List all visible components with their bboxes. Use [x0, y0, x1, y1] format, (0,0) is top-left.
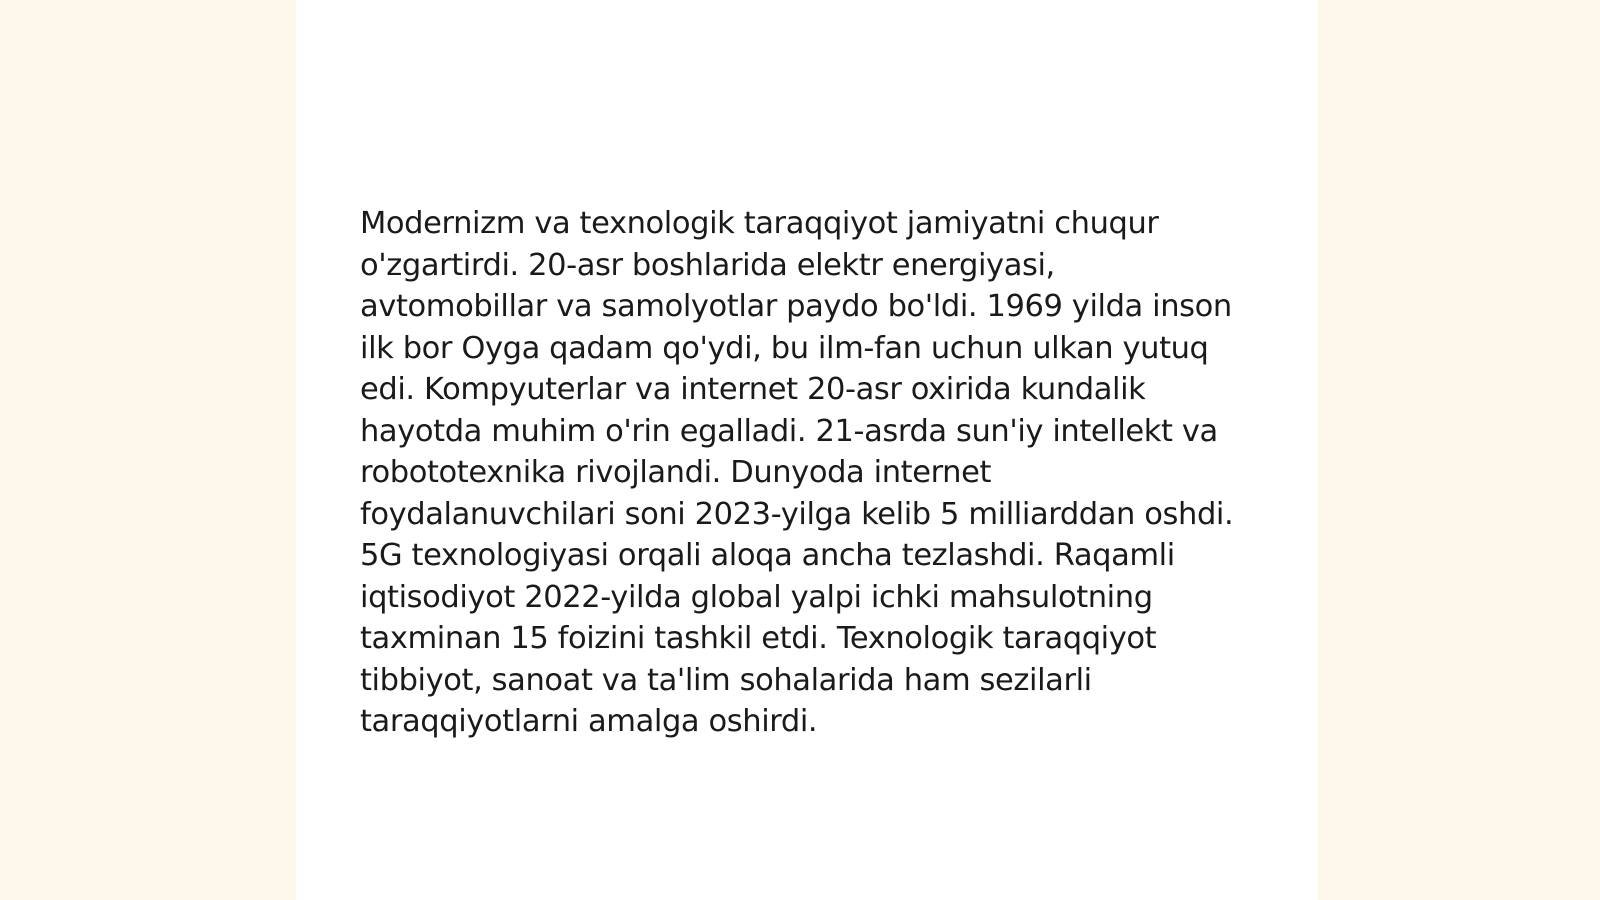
body-paragraph: Modernizm va texnologik taraqqiyot jamiyatni chuqur o'zgartirdi. 20-asr boshlarida elektr energiyasi, avtomobillar va samolyotlar paydo bo'ldi. 1969 yilda inson ilk bor Oyga qadam qo'ydi, bu ilm-fan uchun ulkan yutuq edi. Kompyuterlar va internet 20-asr oxirida kundalik hayotda muhim o'rin egalladi. 21-asrda sun'iy intellekt va robototexnika rivojlandi. Dunyoda internet foydalanuvchilari soni 2023-yilga kelib 5 milliarddan oshdi. 5G texnologiyasi orqali aloqa ancha tezlashdi. Raqamli iqtisodiyot 2022-yilda global yalpi ichki mahsulotning taxminan 15 foizini tashkil etdi. Texnologik taraqqiyot tibbiyot, sanoat va ta'lim sohalarida ham sezilarli taraqqiyotlarni amalga oshirdi.	[360, 206, 1234, 739]
document-page	[296, 0, 1318, 900]
